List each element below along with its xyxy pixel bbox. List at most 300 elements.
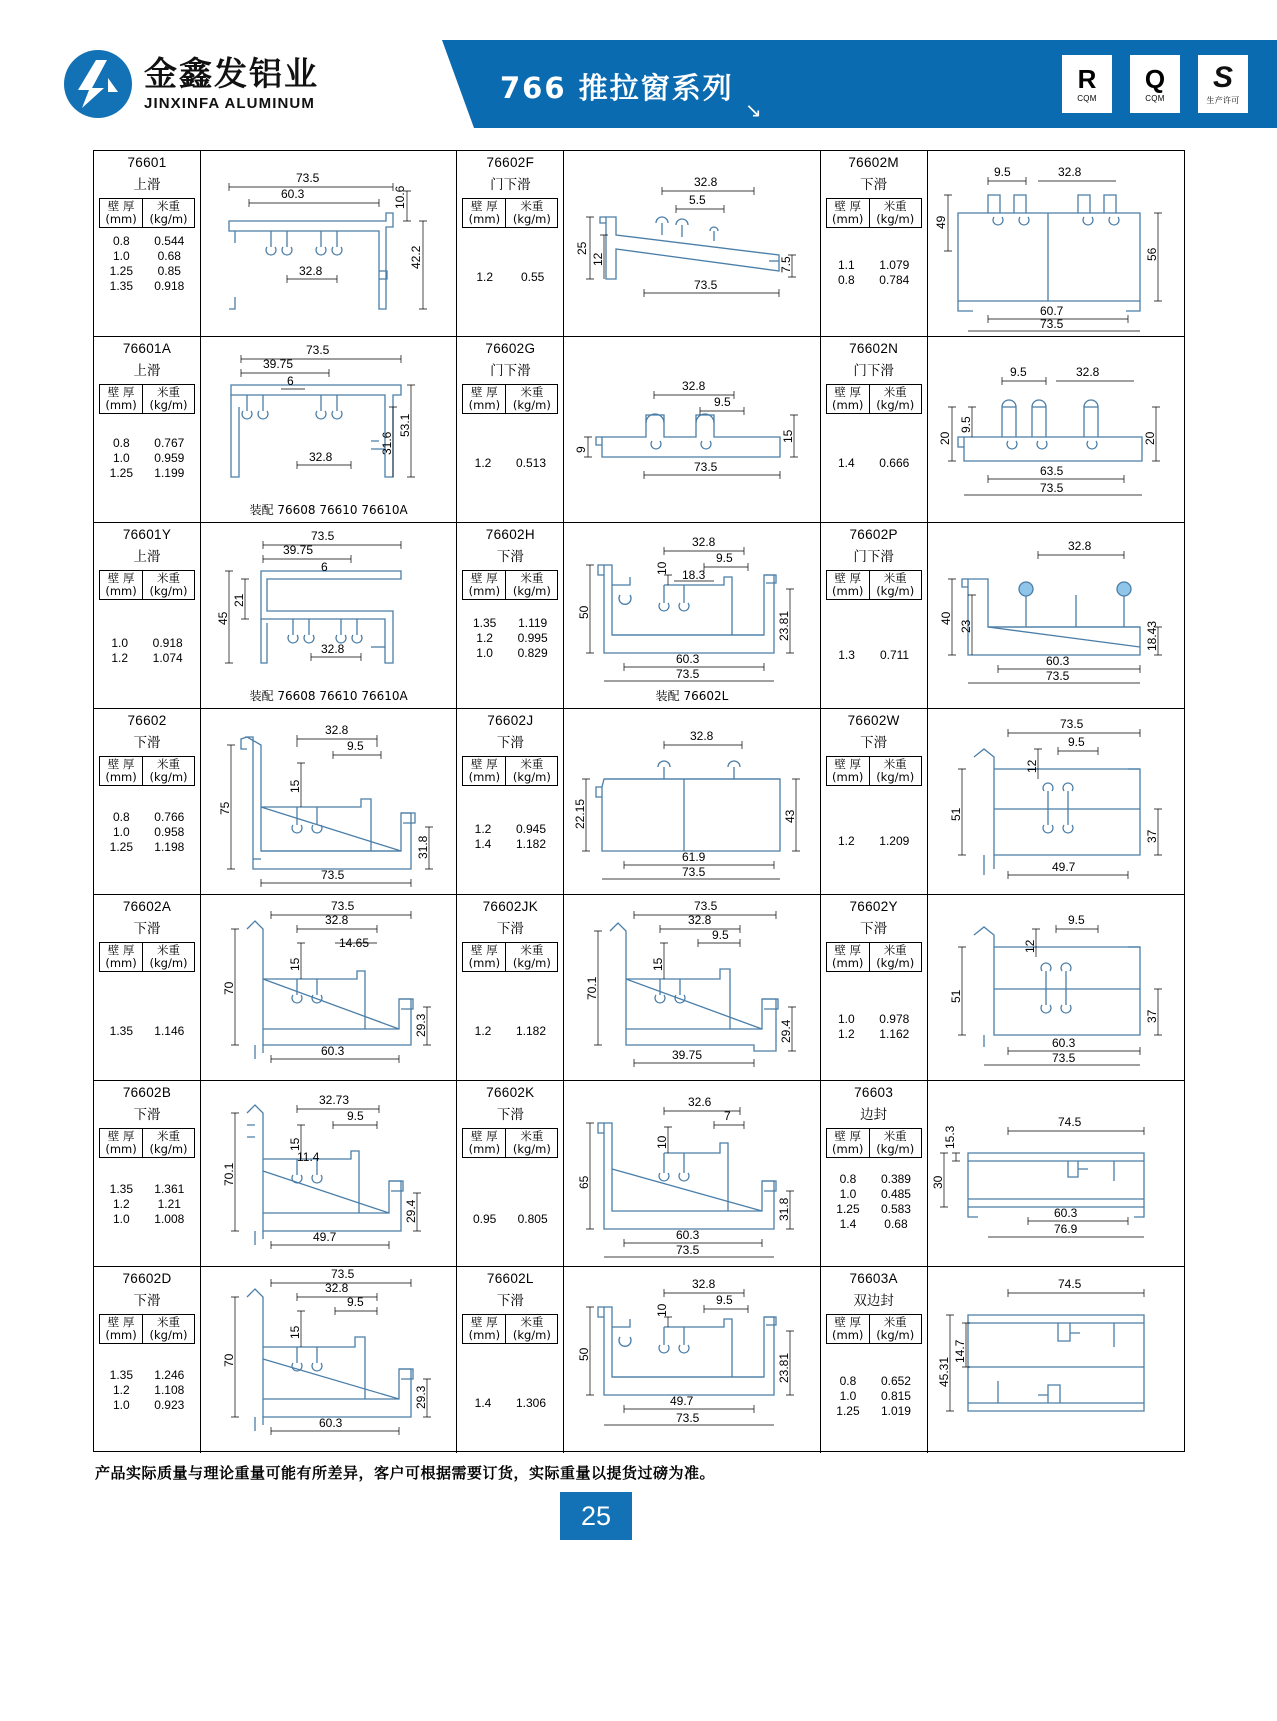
svg-text:9.5: 9.5 [1067,913,1085,927]
svg-text:23.81: 23.81 [777,610,792,641]
svg-text:7: 7 [724,1109,732,1123]
th-weight: 米重 [157,199,181,213]
profile-name: 下滑 [133,921,161,937]
profile-name: 边封 [860,1107,888,1123]
profile-name: 上滑 [133,177,161,193]
svg-text:73.5: 73.5 [1039,481,1064,495]
profile-drawing-76602H [564,523,819,708]
svg-text:60.7: 60.7 [1039,304,1064,318]
spec-block [821,1081,928,1266]
svg-text:32.8: 32.8 [325,913,349,927]
spec-header-table: 壁 厚 (mm) 米重 (kg/m) [99,1128,195,1158]
weight-list: 1.209 [879,834,910,849]
profile-cell-76602H [457,523,820,708]
profile-cell-76602F [457,151,820,336]
profile-name: 下滑 [496,549,524,565]
svg-text:9.5: 9.5 [347,1109,364,1123]
spec-header-table: 壁 厚 (mm) 米重 (kg/m) [826,384,922,414]
profile-code: 76602P [849,527,898,542]
spec-block [457,151,564,336]
svg-text:70.1: 70.1 [585,976,600,1000]
spec-values [99,636,195,665]
svg-text:42.2: 42.2 [409,245,423,269]
svg-text:50: 50 [577,1347,592,1361]
svg-text:73.5: 73.5 [1039,317,1064,331]
profile-drawing-76602W [928,709,1184,894]
profile-drawing-76602M [928,151,1184,336]
svg-text:60.3: 60.3 [676,1228,700,1242]
spec-header-table: 壁 厚 (mm) 米重 (kg/m) [99,570,195,600]
brand-name-en: JINXINFA ALUMINUM [144,95,315,113]
svg-text:20: 20 [937,431,952,445]
svg-text:30: 30 [930,1175,945,1189]
spec-header-table: 壁 厚 (mm) 米重 (kg/m) [826,756,922,786]
thickness-list: 1.4 [474,1396,492,1411]
weight-list: 1.182 [515,1024,546,1039]
svg-text:5.5: 5.5 [689,193,707,207]
table-row [94,709,1184,895]
svg-text:14.7: 14.7 [952,1339,967,1363]
svg-text:14.65: 14.65 [339,936,370,950]
profile-cell-76601Y [94,523,457,708]
table-row [94,337,1184,523]
profile-name: 门下滑 [853,363,894,379]
spec-block [94,523,201,708]
svg-text:45.31: 45.31 [936,1356,951,1387]
svg-text:15.3: 15.3 [942,1125,957,1149]
svg-text:9.5: 9.5 [958,416,973,433]
svg-text:73.5: 73.5 [676,1243,700,1257]
spec-header-table: 壁 厚 (mm) 米重 (kg/m) [826,1128,922,1158]
arrow-down-right-icon: ↘ [745,100,762,122]
weight-list: 0.55 [520,270,545,285]
svg-text:60.3: 60.3 [1045,654,1070,668]
profile-cell-76602JK [457,895,820,1080]
svg-text:73.5: 73.5 [676,1411,700,1425]
profile-drawing-76602JK [564,895,819,1080]
profile-drawing-76602L [564,1267,819,1453]
profile-code: 76602F [486,155,535,170]
svg-text:39.75: 39.75 [672,1048,703,1062]
svg-text:32.8: 32.8 [688,913,712,927]
profile-drawing-76603A [928,1267,1184,1453]
svg-text:32.8: 32.8 [690,729,714,743]
cert-r-icon: R CQM [1061,54,1113,114]
svg-text:49.7: 49.7 [313,1230,337,1244]
svg-text:40: 40 [938,611,953,625]
svg-text:73.5: 73.5 [682,865,706,879]
svg-text:73.5: 73.5 [331,1267,355,1281]
profile-drawing-76602N [928,337,1184,522]
profile-name: 下滑 [496,921,524,937]
table-row [94,523,1184,709]
svg-text:29.4: 29.4 [779,1019,794,1043]
profile-name: 下滑 [133,735,161,751]
profile-drawing-76602B [201,1081,456,1266]
svg-text:70: 70 [222,1353,236,1367]
svg-text:49.7: 49.7 [1051,860,1076,874]
profile-drawing-76603 [928,1081,1184,1266]
svg-text:75: 75 [218,801,232,815]
svg-text:29.3: 29.3 [414,1385,428,1409]
profile-code: 76602L [486,1271,534,1286]
svg-text:50: 50 [577,605,592,619]
thickness-list: 1.35 1.2 1.0 [109,1182,133,1227]
table-row [94,1081,1184,1267]
profile-cell-76602P [821,523,1184,708]
svg-text:31.8: 31.8 [416,835,430,859]
profile-cell-76602K [457,1081,820,1266]
svg-text:32.73: 32.73 [319,1093,350,1107]
weight-list: 1.246 1.108 0.923 [154,1368,185,1413]
svg-text:49.7: 49.7 [670,1394,694,1408]
svg-text:65: 65 [577,1175,592,1189]
svg-text:53.1: 53.1 [398,413,412,437]
profile-code: 76602G [485,341,536,356]
spec-values [462,822,558,851]
weight-list: 0.544 0.68 0.85 0.918 [154,234,185,294]
weight-list: 1.361 1.21 1.008 [154,1182,185,1227]
spec-values [826,456,922,470]
thickness-list: 0.95 [472,1212,497,1227]
brand-name-cn: 金鑫发铝业 [144,53,319,93]
spec-values [99,1368,195,1412]
thickness-list: 1.35 1.2 1.0 [472,616,497,661]
thickness-list: 1.1 0.8 [837,258,855,288]
spec-values [99,436,195,480]
thickness-list: 0.8 1.0 1.25 1.4 [836,1172,860,1232]
svg-text:18.43: 18.43 [1144,620,1159,651]
weight-list: 0.389 0.485 0.583 0.68 [880,1172,911,1232]
spec-values [462,270,558,284]
profile-cell-76602W [821,709,1184,894]
page-number: 25 [560,1492,632,1540]
thickness-list: 1.4 [837,456,855,471]
thickness-list: 1.35 1.2 1.0 [109,1368,133,1413]
thickness-list: 0.8 1.0 1.25 [109,810,133,855]
svg-text:32.8: 32.8 [1067,539,1092,553]
profile-cell-76602 [94,709,457,894]
svg-text:15: 15 [781,429,796,443]
profile-cell-76602D [94,1267,457,1453]
profile-name: 下滑 [860,735,888,751]
spec-values [826,1374,922,1418]
weight-list: 0.711 [879,648,910,663]
spec-header-table: 壁 厚 (mm) 米重 (kg/m) [99,942,195,972]
thickness-list: 1.2 [474,1024,492,1039]
spec-header-table: 壁 厚 (mm) 米重 (kg/m) [462,942,558,972]
profile-name: 下滑 [496,735,524,751]
profile-cell-76602A [94,895,457,1080]
bottom-spacer [0,1700,1277,1721]
profile-code: 76602D [122,1271,172,1286]
profile-name: 下滑 [860,921,888,937]
svg-text:56: 56 [1144,247,1159,261]
svg-text:31.6: 31.6 [380,431,394,455]
spec-header-table: 壁 厚 (mm) 米重 (kg/m) [462,756,558,786]
page-header [0,40,1277,128]
svg-text:73.5: 73.5 [1051,1051,1076,1065]
svg-text:32.8: 32.8 [692,1277,716,1291]
svg-text:43: 43 [783,809,798,823]
spec-block [94,1267,201,1453]
svg-text:60.3: 60.3 [281,187,305,201]
spec-values [826,258,922,287]
svg-text:9.5: 9.5 [714,395,732,409]
thickness-list: 1.3 [838,648,855,663]
svg-text:9.5: 9.5 [716,1293,734,1307]
svg-text:18.3: 18.3 [682,568,706,582]
svg-text:9.5: 9.5 [347,1295,364,1309]
svg-text:10.6: 10.6 [393,185,407,209]
spec-header-table: 壁 厚 (mm) 米重 (kg/m) [826,1314,922,1344]
svg-text:73.5: 73.5 [1045,669,1070,683]
profile-code: 76601 [127,155,167,170]
spec-block [94,1081,201,1266]
svg-text:23.81: 23.81 [777,1352,792,1383]
profile-code: 76602H [485,527,535,542]
profile-drawing-76601A [201,337,456,522]
profile-name: 上滑 [133,549,161,565]
svg-text:15: 15 [288,1137,302,1151]
spec-block [457,1267,564,1453]
svg-text:51: 51 [948,989,963,1003]
table-row [94,151,1184,337]
spec-values [462,1212,558,1226]
svg-text:32.6: 32.6 [688,1095,712,1109]
spec-block [94,709,201,894]
thickness-list: 1.2 [474,456,492,471]
spec-block [457,709,564,894]
spec-values [99,234,195,293]
profile-drawing-76602F [564,151,819,336]
svg-text:74.5: 74.5 [1057,1115,1082,1129]
weight-list: 0.767 0.959 1.199 [154,436,185,481]
spec-values [99,1024,195,1038]
spec-block [821,895,928,1080]
svg-text:15: 15 [288,1325,302,1339]
svg-text:32.8: 32.8 [1075,365,1100,379]
svg-text:9.5: 9.5 [993,165,1011,179]
spec-header-table: 壁 厚 (mm) 米重 (kg/m) [462,198,558,228]
svg-text:10: 10 [655,1303,670,1317]
profile-name: 下滑 [133,1107,161,1123]
svg-text:25: 25 [575,241,590,255]
profile-name: 门下滑 [490,363,531,379]
profile-name: 下滑 [133,1293,161,1309]
spec-header-table: 壁 厚 (mm) 米重 (kg/m) [99,198,195,228]
weight-list: 0.805 [517,1212,548,1227]
profile-code: 76602A [122,899,172,914]
spec-values [826,834,922,848]
svg-text:31.8: 31.8 [777,1197,792,1221]
spec-block [94,151,201,336]
svg-text:39.75: 39.75 [283,543,314,557]
svg-text:74.5: 74.5 [1057,1277,1082,1291]
svg-text:37: 37 [1144,829,1159,843]
svg-text:60.3: 60.3 [319,1416,343,1430]
thickness-list: 1.2 1.4 [474,822,492,852]
spec-block [821,151,928,336]
profile-name: 上滑 [133,363,161,379]
weight-list: 0.978 1.162 [879,1012,910,1042]
profile-cell-76602L [457,1267,820,1453]
spec-values [99,810,195,854]
weight-list: 0.666 [879,456,910,471]
profile-drawing-76602P [928,523,1184,708]
spec-values [462,1396,558,1410]
svg-text:63.5: 63.5 [1039,464,1064,478]
svg-text:49: 49 [933,215,948,229]
spec-block [94,895,201,1080]
svg-text:21: 21 [232,593,246,607]
spec-values [826,1012,922,1041]
thickness-list: 0.8 1.0 1.25 1.35 [109,234,133,294]
spec-block [457,337,564,522]
svg-text:15: 15 [288,779,302,793]
profile-name: 门下滑 [853,549,894,565]
profile-drawing-76601Y [201,523,456,708]
svg-text:60.3: 60.3 [676,652,700,666]
weight-list: 1.146 [154,1024,185,1039]
spec-block [457,895,564,1080]
spec-values [826,648,922,662]
svg-text:73.5: 73.5 [694,460,718,474]
svg-text:32.8: 32.8 [694,175,718,189]
svg-text:32.8: 32.8 [325,723,349,737]
spec-block [821,337,928,522]
assembly-note: 装配 76608 76610 76610A [249,503,408,517]
svg-text:11.4: 11.4 [297,1150,320,1164]
series-title: 766 推拉窗系列 [500,71,734,105]
thickness-list: 1.0 1.2 [111,636,128,666]
weight-list: 1.306 [515,1396,546,1411]
svg-text:20: 20 [1142,431,1157,445]
svg-text:6: 6 [287,374,294,388]
svg-text:12: 12 [591,252,606,266]
table-row [94,895,1184,1081]
svg-text:73.5: 73.5 [321,868,345,882]
svg-text:37: 37 [1144,1009,1159,1023]
profile-drawing-76602J [564,709,819,894]
certification-marks [1061,54,1249,114]
thickness-list: 1.2 [837,834,855,849]
cert-s-icon: S 生产许可 [1197,54,1249,114]
svg-text:73.5: 73.5 [306,343,330,357]
svg-text:73.5: 73.5 [296,171,320,185]
spec-header-table: 壁 厚 (mm) 米重 (kg/m) [462,384,558,414]
profile-code: 76601Y [122,527,172,542]
profile-cell-76602G [457,337,820,522]
weight-list: 0.945 1.182 [515,822,546,852]
svg-text:10: 10 [655,561,670,575]
profile-code: 76603 [854,1085,894,1100]
table-row [94,1267,1184,1453]
spec-block [821,523,928,708]
weight-list: 0.918 1.074 [152,636,183,666]
spec-block [821,1267,928,1453]
profile-drawing-76602Y [928,895,1184,1080]
brand-logo [62,48,319,120]
spec-block [457,1081,564,1266]
svg-text:32.8: 32.8 [325,1281,349,1295]
svg-text:9.5: 9.5 [1009,365,1027,379]
svg-text:32.8: 32.8 [299,264,323,278]
weight-list: 0.652 0.815 1.019 [880,1374,911,1419]
profile-cell-76601A [94,337,457,522]
profile-name: 下滑 [496,1293,524,1309]
svg-text:29.3: 29.3 [414,1013,428,1037]
profile-code: 76602B [122,1085,172,1100]
svg-text:73.5: 73.5 [694,899,718,913]
profile-drawing-76602 [201,709,456,894]
profile-cell-76602M [821,151,1184,336]
weight-list: 1.119 0.995 0.829 [517,616,548,661]
profile-code: 76602W [847,713,900,728]
profile-cell-76602N [821,337,1184,522]
profile-drawing-76602K [564,1081,819,1266]
thickness-list: 1.0 1.2 [837,1012,855,1042]
thickness-list: 1.35 [109,1024,133,1039]
profile-cell-76603A [821,1267,1184,1453]
profile-code: 76602J [487,713,534,728]
profile-cell-76602B [94,1081,457,1266]
profile-code: 76602Y [849,899,898,914]
spec-header-table: 壁 厚 (mm) 米重 (kg/m) [826,942,922,972]
profile-code: 76602M [848,155,899,170]
svg-text:45: 45 [216,611,230,625]
profile-drawing-76602G [564,337,819,522]
svg-text:23: 23 [958,619,973,633]
profile-cell-76602J [457,709,820,894]
profile-spec-table [93,150,1185,1452]
spec-block [94,337,201,522]
spec-header-table: 壁 厚 (mm) 米重 (kg/m) [462,1314,558,1344]
svg-text:32.8: 32.8 [692,535,716,549]
assembly-note: 装配 76602L [655,689,729,703]
spec-header-table: 壁 厚 (mm) 米重 (kg/m) [99,1314,195,1344]
svg-text:73.5: 73.5 [331,899,355,913]
disclaimer-note: 产品实际质量与理论重量可能有所差异，客户可根据需要订货，实际重量以提货过磅为准。 [95,1464,716,1482]
spec-header-table: 壁 厚 (mm) 米重 (kg/m) [826,198,922,228]
svg-text:6: 6 [321,560,328,574]
profile-code: 76601A [122,341,172,356]
cert-q-icon: Q CQM [1129,54,1181,114]
profile-code: 76602K [486,1085,535,1100]
profile-drawing-76602A [201,895,456,1080]
svg-text:10: 10 [655,1135,670,1149]
svg-text:12: 12 [1022,939,1037,953]
thickness-list: 0.8 1.0 1.25 [109,436,133,481]
svg-text:39.75: 39.75 [263,357,294,371]
profile-drawing-76602D [201,1267,456,1453]
svg-text:73.5: 73.5 [694,278,718,292]
profile-name: 下滑 [860,177,888,193]
spec-header-table: 壁 厚 (mm) 米重 (kg/m) [826,570,922,600]
spec-header-table: 壁 厚 (mm) 米重 (kg/m) [99,756,195,786]
profile-code: 76602JK [482,899,539,914]
svg-text:32.8: 32.8 [309,450,333,464]
profile-drawing-76601 [201,151,456,336]
svg-text:9: 9 [574,446,589,453]
profile-code: 76603A [849,1271,898,1286]
spec-header-table: 壁 厚 (mm) 米重 (kg/m) [462,1128,558,1158]
svg-text:51: 51 [948,807,963,821]
svg-text:9.5: 9.5 [712,928,730,942]
svg-text:73.5: 73.5 [676,667,700,681]
svg-text:73.5: 73.5 [1059,717,1084,731]
svg-text:60.3: 60.3 [321,1044,345,1058]
